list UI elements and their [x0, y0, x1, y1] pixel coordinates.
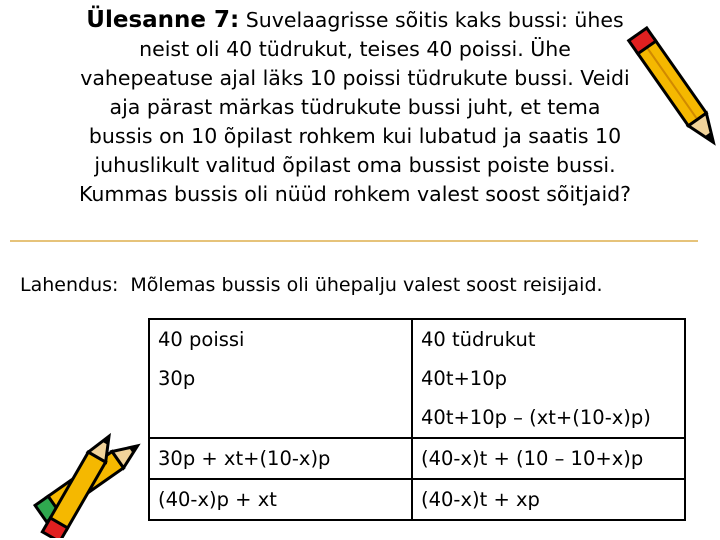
table-cell: [149, 398, 412, 438]
problem-line-5: bussis on 10 õpilast rohkem kui lubatud ja saatis 10: [88, 124, 622, 148]
table-cell: 40t+10p – (xt+(10-x)p): [412, 398, 685, 438]
table-row: [149, 398, 685, 438]
problem-line-6: juhuslikult valitud õpilast oma bussist poiste bussi.: [94, 153, 616, 177]
table-row: [149, 359, 685, 398]
solution-text: Mõlemas bussis oli ühepalju valest soost reisijaid.: [130, 274, 603, 296]
problem-line-4: aja pärast märkas tüdrukute bussi juht, et tema: [109, 95, 601, 119]
pencil-icon: [610, 0, 720, 150]
table-cell: 40t+10p: [412, 359, 685, 398]
problem-line-2: neist oli 40 tüdrukut, teises 40 poissi. Ühe: [139, 37, 571, 61]
table-row: [149, 438, 685, 479]
solution-table: [148, 318, 686, 521]
pencils-icon: [18, 420, 153, 538]
table-cell: (40-x)t + (10 – 10+x)p: [412, 438, 685, 479]
problem-line-1: [0, 6, 710, 35]
table-cell: 40 tüdrukut: [412, 319, 685, 359]
table-cell: 30p: [149, 359, 412, 398]
table-cell: 40 poissi: [149, 319, 412, 359]
problem-title: Ülesanne 7:: [86, 7, 240, 33]
table-cell: (40-x)p + xt: [149, 479, 412, 520]
solution-label: Lahendus:: [20, 274, 119, 296]
divider-line: [10, 240, 698, 242]
problem-line-7: Kummas bussis oli nüüd rohkem valest soost sõitjaid?: [78, 182, 632, 206]
problem-line-3: vahepeatuse ajal läks 10 poissi tüdrukute bussi. Veidi: [80, 66, 630, 90]
table-cell: 30p + xt+(10-x)p: [149, 438, 412, 479]
problem-line-1-text: Suvelaagrisse sõitis kaks bussi: ühes: [245, 8, 624, 32]
solution-line: [20, 274, 603, 296]
problem-statement: [0, 6, 710, 209]
table-row: [149, 319, 685, 359]
table-row: [149, 479, 685, 520]
table-cell: (40-x)t + xp: [412, 479, 685, 520]
